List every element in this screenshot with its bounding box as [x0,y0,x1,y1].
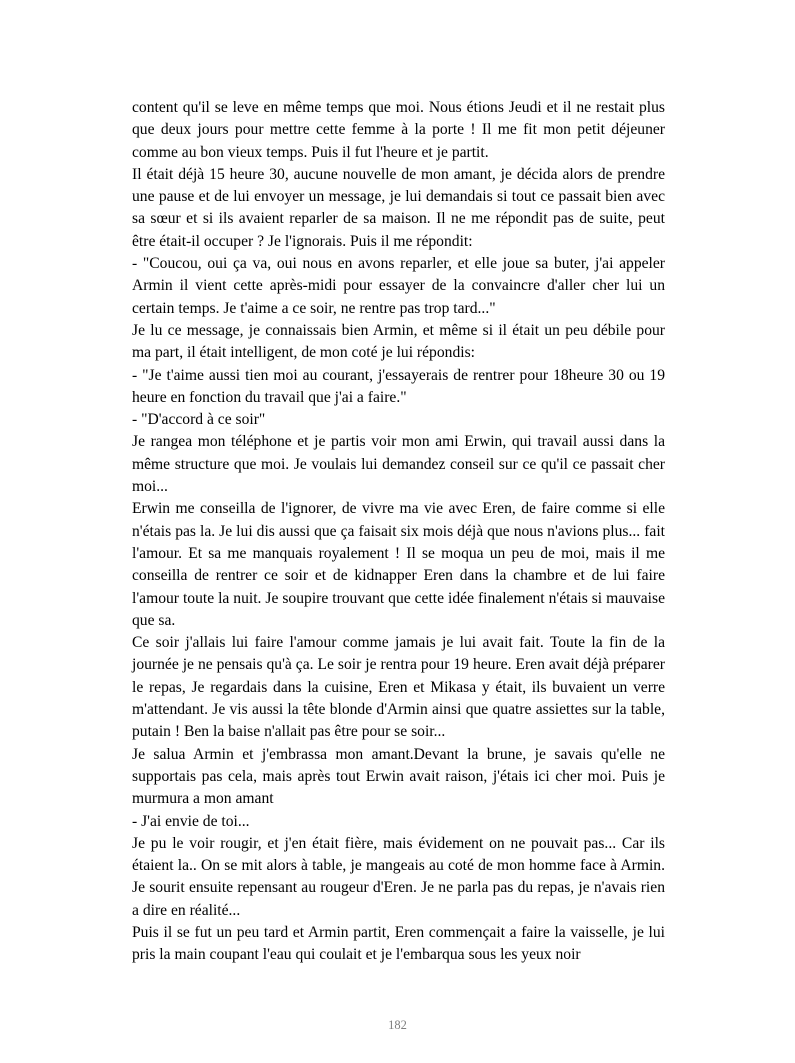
page-body [132,97,665,967]
paragraph-10: Je salua Armin et j'embrassa mon amant.Devant la brune, je savais qu'elle ne supportais pas cela, mais après tout Erwin avait raison, j'étais ici cher moi. Puis je murmura a mon amant [132,745,665,808]
paragraph-13: Puis il se fut un peu tard et Armin partit, Eren commençait a faire la vaisselle, je lui pris la main coupant l'eau qui coulait et je l'embarqua sous les yeux noir [132,923,665,964]
paragraph-9: Ce soir j'allais lui faire l'amour comme jamais je lui avait fait. Toute la fin de la journée je ne pensais qu'à ça. Le soir je rentra pour 19 heure. Eren avait déjà préparer le repas, Je regardais dans la cuisine, Eren et Mikasa y était, ils buvaient un verre m'attendant. Je vis aussi la tête blonde d'Armin ainsi que quatre assiettes sur la table, putain ! Ben la baise n'allait pas être pour se soir... [132,634,665,741]
paragraph-7: Je rangea mon téléphone et je partis voir mon ami Erwin, qui travail aussi dans la même structure que moi. Je voulais lui demandez conseil sur ce qu'il ce passait cher moi... [132,433,665,496]
paragraph-8: Erwin me conseilla de l'ignorer, de vivre ma vie avec Eren, de faire comme si elle n'étais pas la. Je lui dis aussi que ça faisait six mois déjà que nous n'avions plus... fait l'amour. Et sa me manquais royalement ! Il se moqua un peu de moi, mais il me conseilla de rentrer ce soir et de kidnapper Eren dans la chambre et de lui faire l'amour toute la nuit. Je soupire trouvant que cette idée finalement n'étais si mauvaise que sa. [132,500,665,629]
paragraph-6-dialogue: - "D'accord à ce soir" [132,411,266,429]
page-number: 182 [388,1018,407,1032]
paragraph-2: Il était déjà 15 heure 30, aucune nouvelle de mon amant, je décida alors de prendre une pause et de lui envoyer un message, je lui demandais si tout ce passait bien avec sa sœur et si ils avaient reparler de sa maison. Il ne me répondit pas de suite, peut être était-il occuper ? Je l'ignorais. Puis il me répondit: [132,165,665,250]
paragraph-11-dialogue: - J'ai envie de toi... [132,812,250,830]
paragraph-4: Je lu ce message, je connaissais bien Armin, et même si il était un peu débile pour ma part, il était intelligent, de mon coté je lui répondis: [132,321,665,362]
paragraph-5-dialogue: - "Je t'aime aussi tien moi au courant, j'essayerais de rentrer pour 18heure 30 ou 19 heure en fonction du travail que j'ai a faire." [132,366,665,406]
paragraph-12: Je pu le voir rougir, et j'en était fière, mais évidement on ne pouvait pas... Car ils étaient la.. On se mit alors à table, je mangeais au coté de mon homme face à Armin. Je sourit ensuite repensant au rougeur d'Eren. Je ne parla pas du repas, je n'avais rien a dire en réalité... [132,834,665,919]
paragraph-1: content qu'il se leve en même temps que moi. Nous étions Jeudi et il ne restait plus que deux jours pour mettre cette femme à la porte ! Il me fit mon petit déjeuner comme au bon vieux temps. Puis il fut l'heure et je partit. [132,99,665,161]
paragraph-3-dialogue: - "Coucou, oui ça va, oui nous en avons reparler, et elle joue sa buter, j'ai appeler Armin il vient cette après-midi pour essayer de la convaincre d'aller cher lui un certain temps. Je t'aime a ce soir, ne rentre pas trop tard..." [132,255,665,317]
